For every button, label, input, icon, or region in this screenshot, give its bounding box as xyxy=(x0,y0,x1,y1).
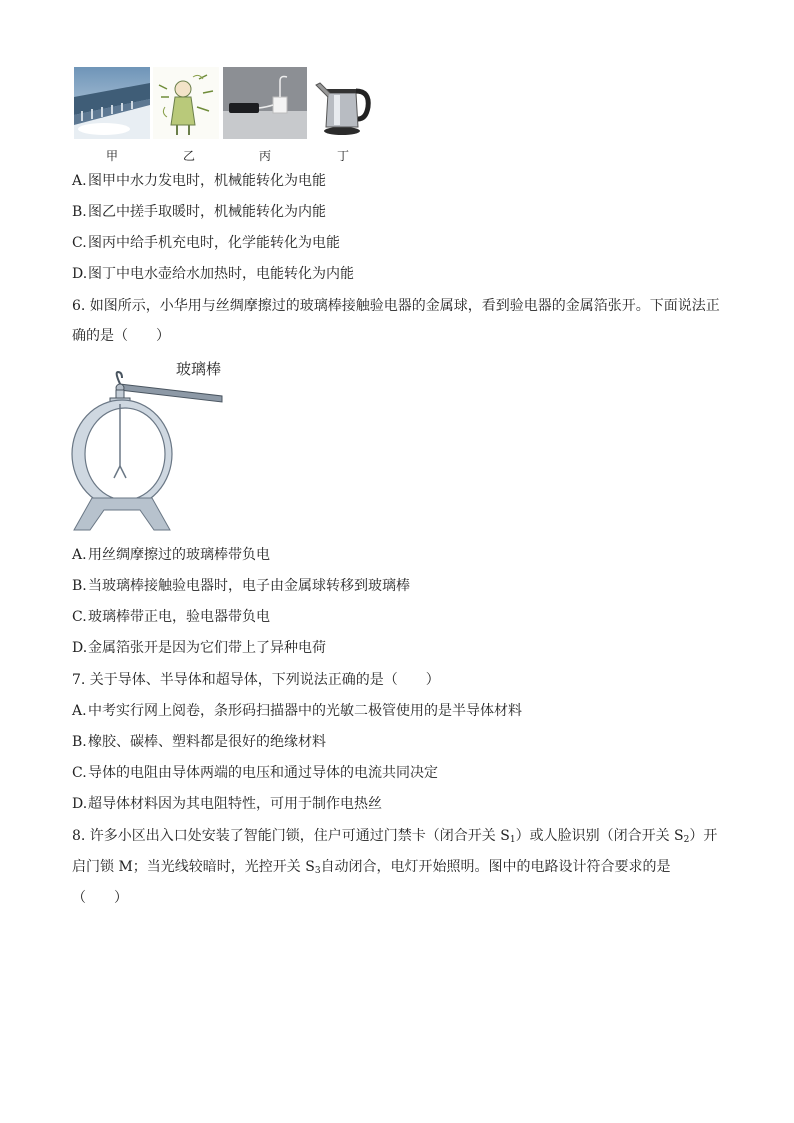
q6-option-c: C.玻璃棒带正电，验电器带负电 xyxy=(72,609,270,625)
q5-option-d: D.图丁中电水壶给水加热时，电能转化为内能 xyxy=(72,266,354,282)
q7-stem: 7. 关于导体、半导体和超导体，下列说法正确的是（ ） xyxy=(72,672,440,688)
q5-option-c: C.图丙中给手机充电时，化学能转化为电能 xyxy=(72,235,340,251)
caption-ding: 丁 xyxy=(336,149,349,163)
electroscope-figure xyxy=(70,358,230,534)
picture-ding-electric-kettle xyxy=(312,67,372,139)
q8-stem-line1: 8. 许多小区出入口处安装了智能门锁，住户可通过门禁卡（闭合开关 $S_1$）或人脸识别（闭合开关 $S_2$）开 xyxy=(72,828,718,845)
q5-option-b: B.图乙中搓手取暖时，机械能转化为内能 xyxy=(72,204,326,220)
glass-rod-label: 玻璃棒 xyxy=(176,360,222,378)
q7-option-a: A.中考实行网上阅卷，条形码扫描器中的光敏二极管使用的是半导体材料 xyxy=(72,703,522,719)
caption-bing: 丙 xyxy=(258,149,271,163)
picture-yi-rubbing-hands xyxy=(153,67,219,139)
picture-jia-hydropower xyxy=(74,67,150,139)
q7-option-c: C.导体的电阻由导体两端的电压和通过导体的电流共同决定 xyxy=(72,765,438,781)
q6-option-b: B.当玻璃棒接触验电器时，电子由金属球转移到玻璃棒 xyxy=(72,578,410,594)
q6-stem-line2: 确的是（ ） xyxy=(72,328,170,344)
caption-yi: 乙 xyxy=(182,149,195,163)
q6-stem-line1: 6. 如图所示，小华用与丝绸摩擦过的玻璃棒接触验电器的金属球，看到验电器的金属箔张开。下面说法正 xyxy=(72,298,720,314)
q7-option-b: B.橡胶、碳棒、塑料都是很好的绝缘材料 xyxy=(72,734,326,750)
q7-option-d: D.超导体材料因为其电阻特性，可用于制作电热丝 xyxy=(72,796,382,812)
q6-option-a: A.用丝绸摩擦过的玻璃棒带负电 xyxy=(72,547,270,563)
q5-option-a: A.图甲中水力发电时，机械能转化为电能 xyxy=(72,173,326,189)
picture-bing-phone-charging xyxy=(223,67,307,139)
caption-jia: 甲 xyxy=(105,149,118,163)
q8-stem-line2: 启门锁 M；当光线较暗时，光控开关 $S_3$自动闭合，电灯开始照明。图中的电路设计符合要求的是 xyxy=(72,859,671,876)
q6-option-d: D.金属箔张开是因为它们带上了异种电荷 xyxy=(72,640,326,656)
q8-stem-line3: （ ） xyxy=(72,890,128,906)
